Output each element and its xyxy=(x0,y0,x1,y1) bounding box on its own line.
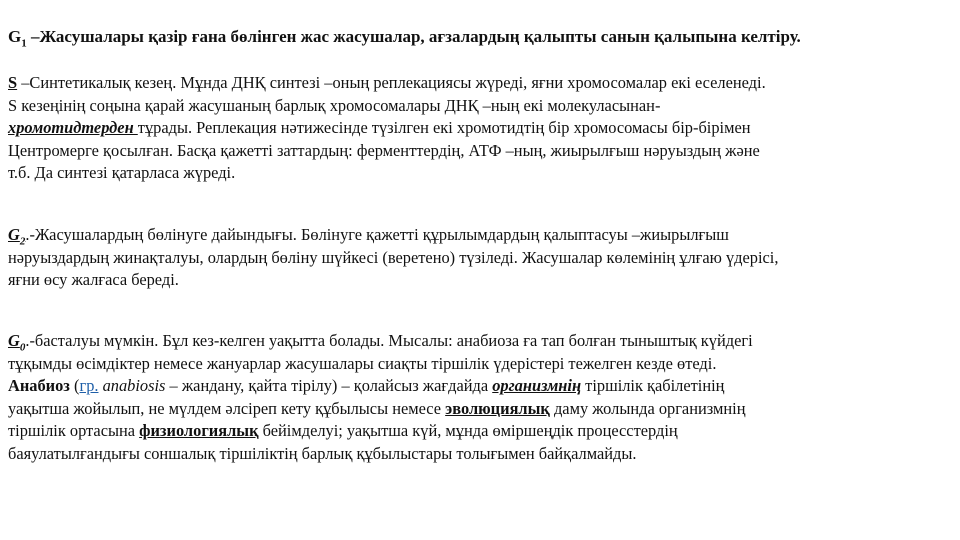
s-line-5: т.б. Да синтезі қатарласа жүреді. xyxy=(8,163,236,182)
g1-paragraph xyxy=(8,26,948,49)
s-line-2: S кезеңінің соңына қарай жасушаның барлық хромосомалары ДНҚ –ның екі молекуласынан- xyxy=(8,95,661,115)
s-line-1-text: –Синтетикалық кезең. Мұнда ДНҚ синтезі –оның реплекациясы жүреді, яғни хромосомалар екі еселенеді. xyxy=(17,73,766,92)
g2-subscript: 2 xyxy=(19,235,26,248)
chromatid-term: хромотидтерден xyxy=(8,118,138,137)
s-phase-paragraph xyxy=(8,72,948,185)
greek-abbrev-link[interactable]: гр. xyxy=(79,376,99,395)
g0-line-5 xyxy=(8,420,948,443)
g1-text: –Жасушалары қазір ғана бөлінген жас жасушалар, ағзалардың қалыпты санын қалыпына келтіру. xyxy=(26,27,801,46)
evolution-link[interactable]: эволюциялық xyxy=(445,398,550,418)
s-line-1 xyxy=(8,72,948,95)
anabiosis-definition: – жандану, қайта тірілу) – қолайсыз жағдайда xyxy=(165,376,493,395)
g0-line-2: тұқымды өсімдіктер немесе жануарлар жасушалары сиақты тіршілік үдерістері тежелген кезде өтеді. xyxy=(8,353,717,373)
g2-paragraph xyxy=(8,224,948,292)
g0-line-5-start: тіршілік ортасына xyxy=(8,421,140,440)
g0-line-3-rest: тіршілік қабілетінің xyxy=(581,376,725,395)
organism-link[interactable]: организмнің xyxy=(492,376,582,395)
g2-line-1-text: .-Жасушалардың бөлінуге дайындығы. Бөлінуге қажетті құрылымдардың қалыптасуы –жиырылғыш xyxy=(25,225,729,244)
g0-line-6: баяулатылғандығы соншалық тіршіліктің барлық құбылыстары толығымен байқалмайды. xyxy=(8,443,637,463)
g2-label: $G_2$ xyxy=(8,225,26,248)
s-line-4: Центромерге қосылған. Басқа қажетті заттардың: ферменттердің, АТФ –ның, жиырылғыш нәруыздың және xyxy=(8,140,760,160)
g0-line-5-rest: бейімделуі; уақытша күй, мұнда өміршеңдік процесстердің xyxy=(258,421,678,440)
g2-line-3: яғни өсу жалғаса береді. xyxy=(8,270,179,289)
g0-subscript: 0 xyxy=(19,341,26,354)
g1-subscript: 1 xyxy=(21,37,27,50)
g0-line-4-rest: даму жолында организмнің xyxy=(549,398,746,418)
physiological-link[interactable]: физиологиялық xyxy=(139,421,259,440)
g0-line-1 xyxy=(8,330,948,353)
latin-term: anabiosis xyxy=(98,376,166,395)
g0-paragraph xyxy=(8,330,948,465)
s-line-3-text: тұрады. Реплекация нәтижесінде түзілген екі хромотидтің бір хромосомасы бір-бірімен xyxy=(137,118,751,137)
g0-line-1-text: .-басталуы мүмкін. Бұл кез-келген уақытта болады. Мысалы: анабиоза ға тап болған тыныштық күйдегі xyxy=(25,331,753,350)
g2-line-1 xyxy=(8,224,948,247)
s-line-3 xyxy=(8,117,948,140)
g2-line-2: нәруыздардың жинақталуы, олардың бөліну шүйкесі (веретено) түзіледі. Жасушалар көлемінің ұлғаю үдерісі, xyxy=(8,247,779,267)
g0-line-4-start: уақытша жойылып, не мүлдем әлсіреп кету құбылысы немесе xyxy=(8,398,446,418)
g1-label: G xyxy=(8,27,22,46)
g0-line-4 xyxy=(8,398,948,421)
anabiosis-term: Анабиоз xyxy=(8,376,70,395)
open-paren: ( xyxy=(69,376,80,395)
s-label: S xyxy=(8,73,18,92)
g0-label: $G_0$ xyxy=(8,331,26,354)
g0-line-3 xyxy=(8,375,948,398)
